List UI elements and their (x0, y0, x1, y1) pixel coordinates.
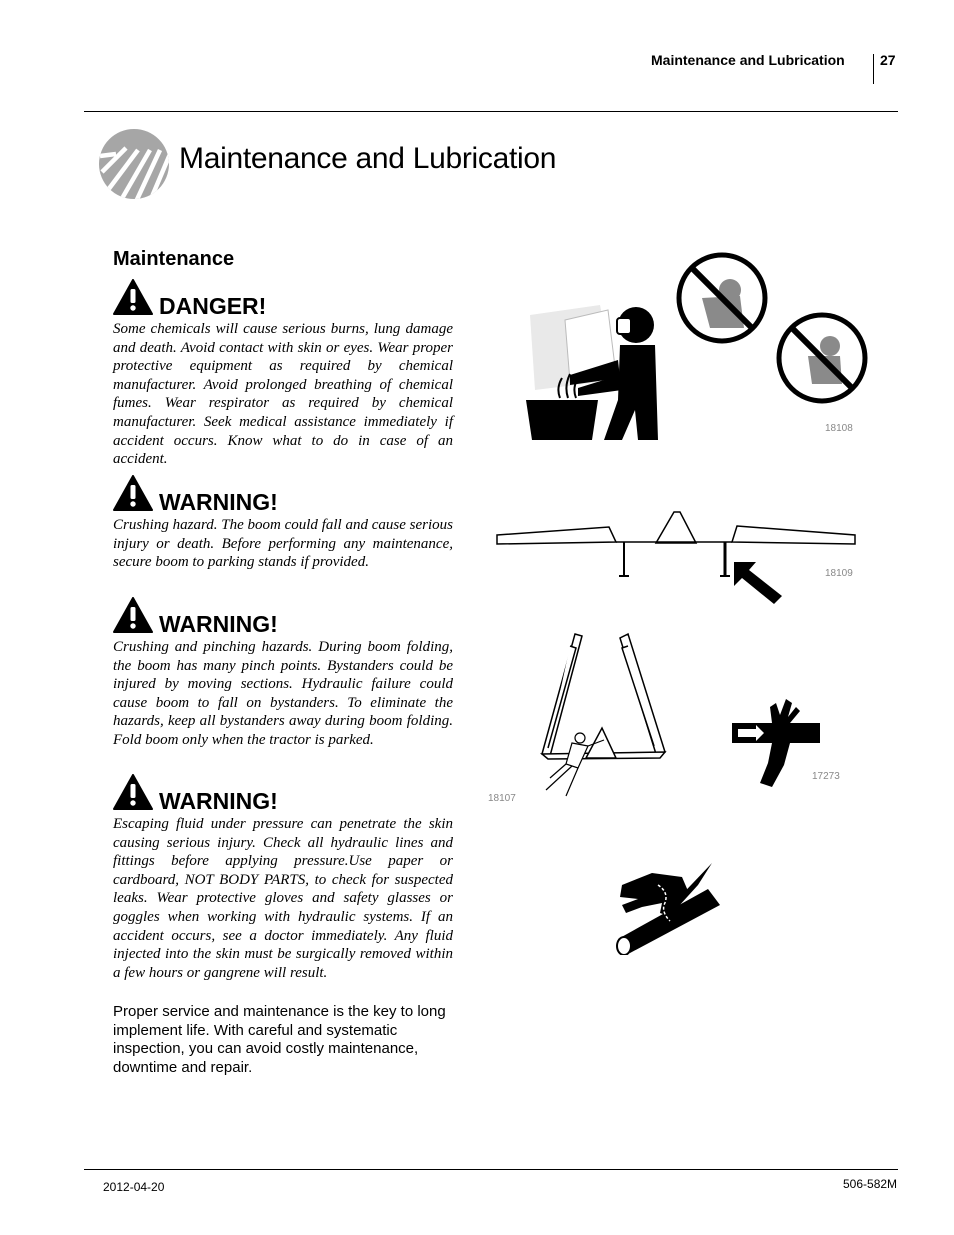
footer-date: 2012-04-20 (103, 1180, 165, 1194)
warning-signal-word: WARNING! (159, 489, 278, 515)
section-heading: Maintenance (113, 248, 235, 270)
warning-message-hydraulic: Escaping fluid under pressure can penetrate the skin causing serious injury. Check all hydraulic lines and fittings before applying pressure.Use paper or cardboard, NOT BODY PARTS, to check for suspected leaks. Wear protective gloves and safety glasses or goggles when working with hydraulic systems. If an accident occurs, see a doctor immediately. Any fluid injected into the skin must be surgically removed within a few hours or gangrene will result. (113, 816, 453, 981)
boom-parking-stand-illustration (494, 508, 860, 608)
page-number: 27 (880, 52, 896, 68)
chemical-hazard-illustration (520, 250, 870, 445)
bottom-rule (84, 1169, 898, 1170)
figure-number: 18109 (825, 568, 853, 579)
boom-folding-illustration (520, 628, 680, 808)
hydraulic-injection-illustration (612, 855, 727, 955)
chapter-logo-icon (98, 128, 170, 200)
danger-message: Some chemicals will cause serious burns, lung damage and death. Avoid contact with skin or eyes. Wear proper protective equipment as required by chemical manufacturer. Avoid prolonged breathing of chemical fumes. Wear respirator as required by chemical manufacturer. Seek medical assistance immediately if accident occurs. Know what to do in case of an accident. (113, 321, 453, 468)
warning-signal-word: WARNING! (159, 611, 278, 637)
footer-document-number: 506-582M (843, 1177, 898, 1191)
danger-signal-word: DANGER! (159, 293, 267, 319)
safety-alert-icon (113, 475, 153, 511)
running-header-title: Maintenance and Lubrication (651, 52, 845, 68)
figure-number: 18107 (488, 793, 516, 804)
figure-number: 17273 (812, 771, 840, 782)
warning-message-pinch: Crushing and pinching hazards. During boom folding, the boom has many pinch points. Bystanders could be injured by moving sections. Hydraulic failure could cause boom to fall on bystanders. To eliminate the hazards, keep all bystanders away during boom folding. Fold boom only when the tractor is parked. (113, 639, 453, 748)
top-rule (84, 111, 898, 112)
header-divider (873, 54, 874, 84)
figure-number: 18108 (825, 423, 853, 434)
safety-alert-icon (113, 597, 153, 633)
chapter-title: Maintenance and Lubrication (179, 142, 557, 175)
maintenance-paragraph: Proper service and maintenance is the key to long implement life. With careful and systematic inspection, you can avoid costly maintenance, downtime and repair. (113, 1003, 446, 1076)
warning-message-boom-fall: Crushing hazard. The boom could fall and cause serious injury or death. Before performing any maintenance, secure boom to parking stands if provided. (113, 517, 453, 571)
pinch-point-hand-illustration (728, 695, 824, 791)
safety-alert-icon (113, 279, 153, 315)
warning-signal-word: WARNING! (159, 788, 278, 814)
safety-alert-icon (113, 774, 153, 810)
